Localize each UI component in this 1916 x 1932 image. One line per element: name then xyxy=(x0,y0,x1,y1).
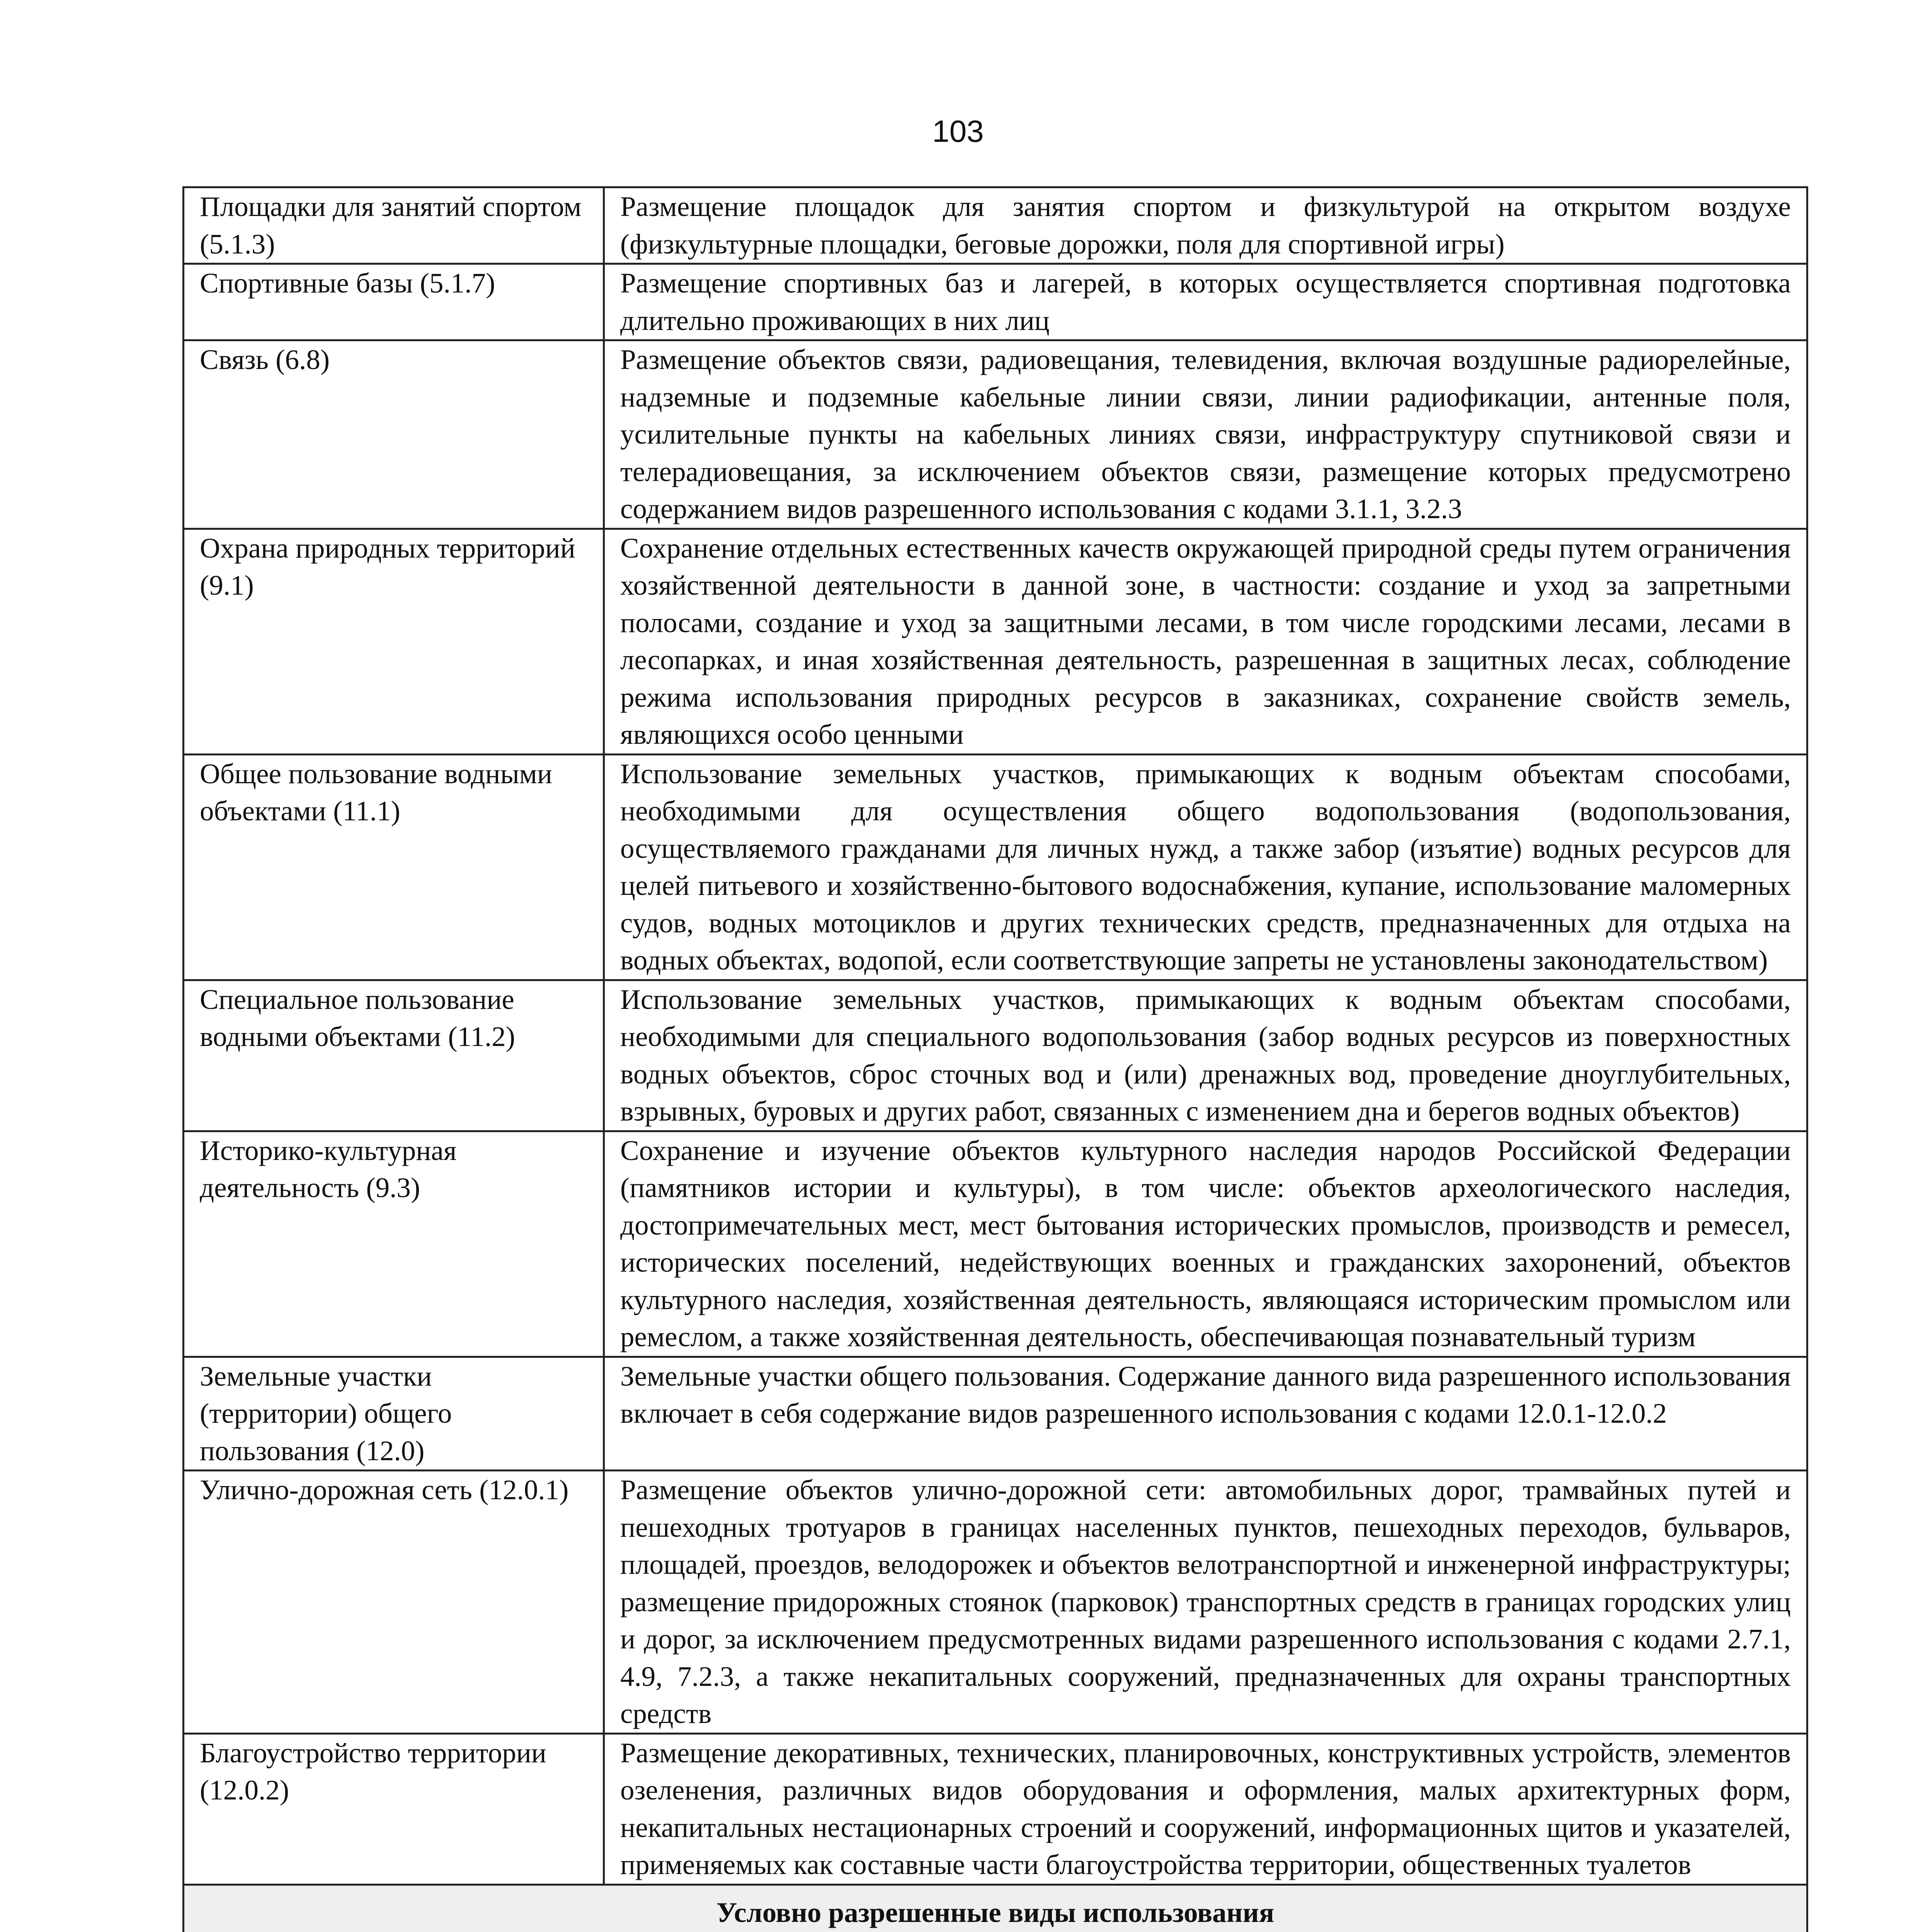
use-type-description: Использование земельных участков, примыкающих к водным объектам способами, необходимыми для осуществления общего водопользования (водопользования, осуществляемого гражданами для личных нужд, а также забор (изъятие) водных ресурсов для целей питьевого и хозяйственно-бытового водоснабжения, купание, использование маломерных судов, водных мотоциклов и других технических средств, предназначенных для отдыха на водных объектах, водопой, если соответствующие запреты не установлены законодательством) xyxy=(604,754,1807,980)
use-type-description: Использование земельных участков, примыкающих к водным объектам способами, необходимыми для специального водопользования (забор водных ресурсов из поверхностных водных объектов, сброс сточных вод и (или) дренажных вод, проведение дноуглубительных, взрывных, буровых и других работ, связанных с изменением дна и берегов водных объектов) xyxy=(604,980,1807,1131)
use-type-name: Благоустройство территории (12.0.2) xyxy=(184,1733,604,1884)
use-type-name: Спортивные базы (5.1.7) xyxy=(184,264,604,340)
use-type-description: Земельные участки общего пользования. Содержание данного вида разрешенного использования включает в себя содержание видов разрешенного использования с кодами 12.0.1-12.0.2 xyxy=(604,1357,1807,1471)
use-type-name: Специальное пользование водными объектами (11.2) xyxy=(184,980,604,1131)
section-heading-row xyxy=(184,1884,1807,1932)
use-type-description: Сохранение и изучение объектов культурного наследия народов Российской Федерации (памятников истории и культуры), в том числе: объектов археологического наследия, достопримечательных мест, мест бытования исторических промыслов, производств и ремесел, исторических поселений, недействующих военных и гражданских захоронений, объектов культурного наследия, хозяйственная деятельность, являющаяся историческим промыслом или ремеслом, а также хозяйственная деятельность, обеспечивающая познавательный туризм xyxy=(604,1131,1807,1357)
use-type-name: Земельные участки (территории) общего пользования (12.0) xyxy=(184,1357,604,1471)
use-type-name: Историко-культурная деятельность (9.3) xyxy=(184,1131,604,1357)
table-row xyxy=(184,1733,1807,1884)
use-type-name: Общее пользование водными объектами (11.1) xyxy=(184,754,604,980)
use-type-name: Площадки для занятий спортом (5.1.3) xyxy=(184,187,604,264)
use-type-description: Размещение объектов улично-дорожной сети: автомобильных дорог, трамвайных путей и пешеходных тротуаров в границах населенных пунктов, пешеходных переходов, бульваров, площадей, проездов, велодорожек и объектов велотранспортной и инженерной инфраструктуры; размещение придорожных стоянок (парковок) транспортных средств в границах городских улиц и дорог, за исключением предусмотренных видами разрешенного использования с кодами 2.7.1, 4.9, 7.2.3, а также некапитальных сооружений, предназначенных для охраны транспортных средств xyxy=(604,1471,1807,1734)
use-type-description: Размещение объектов связи, радиовещания, телевидения, включая воздушные радиорелейные, надземные и подземные кабельные линии связи, линии радиофикации, антенные поля, усилительные пункты на кабельных линиях связи, инфраструктуру спутниковой связи и телерадиовещания, за исключением объектов связи, размещение которых предусмотрено содержанием видов разрешенного использования с кодами 3.1.1, 3.2.3 xyxy=(604,340,1807,529)
table-row xyxy=(184,1131,1807,1357)
page-number: 103 xyxy=(932,114,984,148)
table-row xyxy=(184,529,1807,754)
table-row xyxy=(184,264,1807,340)
section-heading: Условно разрешенные виды использования xyxy=(184,1884,1807,1932)
table-row xyxy=(184,340,1807,529)
table-row xyxy=(184,980,1807,1131)
table-row xyxy=(184,187,1807,264)
use-type-name: Улично-дорожная сеть (12.0.1) xyxy=(184,1471,604,1734)
use-type-description: Размещение площадок для занятия спортом и физкультурой на открытом воздухе (физкультурные площадки, беговые дорожки, поля для спортивной игры) xyxy=(604,187,1807,264)
table-row xyxy=(184,754,1807,980)
table-row xyxy=(184,1471,1807,1734)
table-row xyxy=(184,1357,1807,1471)
use-type-description: Размещение декоративных, технических, планировочных, конструктивных устройств, элементов озеленения, различных видов оборудования и оформления, малых архитектурных форм, некапитальных нестационарных строений и сооружений, информационных щитов и указателей, применяемых как составные части благоустройства территории, общественных туалетов xyxy=(604,1733,1807,1884)
use-type-name: Связь (6.8) xyxy=(184,340,604,529)
main-rows xyxy=(184,187,1807,1932)
use-type-name: Охрана природных территорий (9.1) xyxy=(184,529,604,754)
use-type-description: Сохранение отдельных естественных качеств окружающей природной среды путем ограничения хозяйственной деятельности в данной зоне, в частности: создание и уход за запретными полосами, создание и уход за защитными лесами, в том числе городскими лесами, лесами в лесопарках, и иная хозяйственная деятельность, разрешенная в защитных лесах, соблюдение режима использования природных ресурсов в заказниках, сохранение свойств земель, являющихся особо ценными xyxy=(604,529,1807,754)
use-type-description: Размещение спортивных баз и лагерей, в которых осуществляется спортивная подготовка длительно проживающих в них лиц xyxy=(604,264,1807,340)
land-use-table xyxy=(182,186,1808,1932)
